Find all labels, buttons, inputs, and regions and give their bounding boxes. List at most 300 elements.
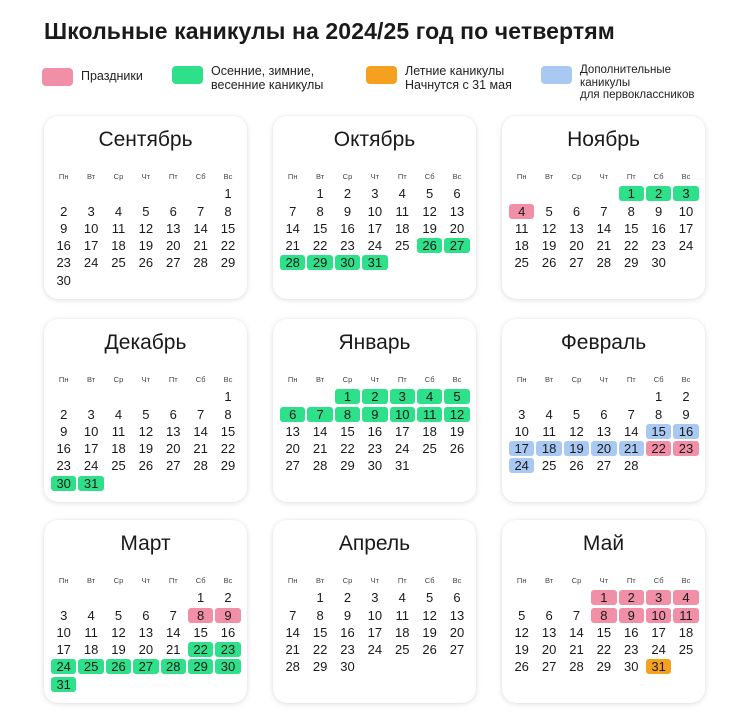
day-cell: 26 bbox=[514, 659, 529, 675]
day-cell: 6 bbox=[142, 607, 150, 623]
month-title: Апрель bbox=[338, 532, 411, 555]
day-cell: 25 bbox=[395, 238, 410, 254]
empty-cell bbox=[77, 185, 104, 202]
day-cell: 27 bbox=[596, 458, 612, 474]
day-cell: 5 bbox=[518, 607, 526, 623]
day-cell: 16 bbox=[340, 624, 355, 640]
day-cell: 1 bbox=[224, 389, 232, 405]
day-cell: 2 bbox=[60, 406, 68, 422]
day-cell: 23 bbox=[56, 458, 71, 474]
day-cell: 28 bbox=[285, 659, 300, 675]
weekday-label: Пт bbox=[626, 375, 636, 384]
day-cell: 2 bbox=[343, 590, 352, 606]
day-cell: 28 bbox=[193, 458, 208, 474]
day-cell: 12 bbox=[514, 624, 529, 640]
empty-cell bbox=[132, 589, 159, 606]
weekday-label: Вт bbox=[86, 172, 96, 181]
day-cell-green: 30 bbox=[335, 255, 360, 270]
month-title: Октябрь bbox=[333, 128, 416, 151]
day-cell: 29 bbox=[220, 255, 236, 271]
day-cell: 12 bbox=[569, 423, 584, 439]
day-cell: 5 bbox=[572, 406, 581, 422]
day-cell: 30 bbox=[56, 272, 71, 288]
day-cell: 22 bbox=[220, 238, 236, 254]
weekday-label: Вс bbox=[452, 172, 462, 181]
day-cell: 12 bbox=[138, 220, 154, 236]
day-cell-blue: 20 bbox=[591, 441, 616, 456]
day-cell-pink: 22 bbox=[646, 441, 671, 456]
day-cell: 6 bbox=[169, 203, 177, 219]
day-cell: 25 bbox=[111, 255, 126, 271]
day-cell: 29 bbox=[312, 659, 328, 675]
day-cell: 19 bbox=[541, 238, 557, 254]
day-cell-green: 22 bbox=[188, 642, 213, 657]
day-cell-pink: 9 bbox=[619, 608, 644, 623]
day-cell: 12 bbox=[541, 220, 557, 236]
day-cell: 2 bbox=[60, 203, 68, 219]
day-cell: 25 bbox=[395, 642, 410, 658]
legend-extra-line1: Дополнительные bbox=[580, 64, 672, 76]
empty-cell bbox=[50, 388, 77, 405]
day-cell-green: 5 bbox=[444, 389, 469, 404]
day-cell: 23 bbox=[624, 642, 639, 658]
weekday-label: Пн bbox=[516, 375, 527, 384]
day-cell: 18 bbox=[83, 642, 99, 658]
day-cell: 17 bbox=[395, 423, 410, 439]
day-cell: 19 bbox=[422, 220, 437, 236]
day-cell: 8 bbox=[316, 607, 324, 623]
month-card-november bbox=[502, 116, 705, 299]
month-card-march bbox=[44, 520, 247, 703]
day-cell: 10 bbox=[83, 220, 99, 236]
day-cell: 26 bbox=[422, 642, 437, 658]
day-cell: 27 bbox=[541, 659, 557, 675]
weekday-label: Сб bbox=[195, 375, 206, 384]
day-cell-green: 31 bbox=[51, 677, 76, 692]
empty-cell bbox=[105, 589, 132, 606]
weekday-label: Чт bbox=[370, 172, 380, 181]
month-card-february bbox=[502, 319, 705, 502]
legend-extra-line3: для первоклассников bbox=[580, 89, 695, 101]
day-cell: 28 bbox=[624, 458, 639, 474]
day-cell-blue: 18 bbox=[536, 441, 561, 456]
day-cell-blue: 17 bbox=[509, 441, 534, 456]
day-cell: 14 bbox=[285, 624, 300, 640]
day-cell: 25 bbox=[541, 458, 557, 474]
day-cell-orange: 31 bbox=[646, 659, 671, 674]
day-cell-green: 24 bbox=[51, 659, 76, 674]
weekday-label: Вс bbox=[223, 576, 233, 585]
day-cell: 24 bbox=[367, 238, 383, 254]
day-cell: 6 bbox=[453, 186, 461, 202]
day-cell: 3 bbox=[518, 406, 526, 422]
weekday-label: Сб bbox=[195, 576, 206, 585]
day-cell-pink: 1 bbox=[591, 590, 616, 605]
empty-cell bbox=[306, 388, 333, 405]
day-cell: 13 bbox=[285, 423, 300, 439]
calendar-grid bbox=[279, 168, 469, 272]
calendar-grid bbox=[279, 572, 469, 676]
day-cell: 3 bbox=[371, 590, 379, 606]
day-cell-pink: 9 bbox=[215, 608, 240, 623]
day-cell: 7 bbox=[627, 406, 635, 422]
weekday-label: Ср bbox=[342, 172, 353, 181]
day-cell-green: 28 bbox=[161, 659, 186, 674]
day-cell: 4 bbox=[545, 406, 553, 422]
empty-cell bbox=[535, 388, 562, 405]
weekday-label: Сб bbox=[653, 576, 664, 585]
day-cell: 17 bbox=[678, 220, 694, 236]
weekday-label: Пн bbox=[58, 172, 69, 181]
day-cell: 23 bbox=[56, 255, 71, 271]
weekday-label: Пт bbox=[168, 172, 178, 181]
day-cell: 9 bbox=[343, 607, 352, 623]
legend-seasonal-line1: Осенние, зимние, bbox=[211, 64, 315, 78]
day-cell: 18 bbox=[678, 624, 694, 640]
empty-cell bbox=[279, 185, 306, 202]
day-cell: 6 bbox=[169, 406, 177, 422]
month-card-december bbox=[44, 319, 247, 502]
day-cell-blue: 15 bbox=[646, 424, 671, 439]
day-cell-green: 8 bbox=[335, 407, 360, 422]
empty-cell bbox=[563, 589, 590, 606]
day-cell: 13 bbox=[449, 607, 465, 623]
empty-cell bbox=[105, 185, 132, 202]
day-cell-pink: 4 bbox=[509, 204, 534, 219]
day-cell: 24 bbox=[367, 642, 383, 658]
day-cell: 4 bbox=[398, 590, 406, 606]
day-cell: 11 bbox=[542, 423, 556, 439]
day-cell: 10 bbox=[83, 423, 99, 439]
empty-cell bbox=[535, 589, 562, 606]
empty-cell bbox=[50, 185, 77, 202]
day-cell-green: 9 bbox=[362, 407, 387, 422]
calendar-grid bbox=[50, 371, 240, 492]
day-cell: 18 bbox=[395, 220, 410, 236]
day-cell: 22 bbox=[596, 642, 612, 658]
day-cell: 15 bbox=[596, 624, 612, 640]
day-cell: 20 bbox=[138, 642, 154, 658]
day-cell: 16 bbox=[340, 220, 355, 236]
day-cell: 30 bbox=[340, 659, 355, 675]
weekday-label: Ср bbox=[571, 375, 582, 384]
day-cell: 3 bbox=[87, 406, 95, 422]
day-cell: 29 bbox=[340, 458, 355, 474]
day-cell: 8 bbox=[316, 203, 324, 219]
month-card-april bbox=[273, 520, 476, 703]
weekday-label: Пт bbox=[397, 576, 407, 585]
day-cell: 29 bbox=[624, 255, 639, 271]
day-cell-green: 28 bbox=[280, 255, 305, 270]
month-title: Март bbox=[120, 532, 171, 555]
calendar-grid bbox=[508, 168, 698, 272]
day-cell: 3 bbox=[87, 203, 95, 219]
weekday-label: Чт bbox=[141, 375, 151, 384]
day-cell: 14 bbox=[285, 220, 300, 236]
day-cell: 18 bbox=[111, 238, 126, 254]
weekday-label: Пн bbox=[287, 172, 298, 181]
weekday-label: Вс bbox=[681, 576, 691, 585]
day-cell: 21 bbox=[312, 441, 328, 457]
day-cell: 13 bbox=[166, 423, 181, 439]
day-cell-pink: 23 bbox=[673, 441, 698, 456]
day-cell: 5 bbox=[426, 590, 434, 606]
day-cell: 10 bbox=[367, 203, 383, 219]
day-cell: 6 bbox=[572, 203, 581, 219]
weekday-label: Чт bbox=[599, 375, 609, 384]
empty-cell bbox=[508, 185, 535, 202]
day-cell-green: 7 bbox=[307, 407, 332, 422]
day-cell: 10 bbox=[367, 607, 383, 623]
orange-swatch bbox=[366, 66, 397, 84]
day-cell: 20 bbox=[449, 220, 465, 236]
day-cell-blue: 19 bbox=[564, 441, 589, 456]
day-cell: 6 bbox=[545, 607, 553, 623]
legend-summer-line1: Летние каникулы bbox=[405, 64, 505, 78]
empty-cell bbox=[132, 388, 159, 405]
day-cell: 18 bbox=[395, 624, 410, 640]
calendar-grid bbox=[279, 371, 469, 475]
day-cell: 26 bbox=[569, 458, 584, 474]
day-cell: 9 bbox=[60, 220, 68, 236]
weekday-label: Вс bbox=[681, 375, 691, 384]
day-cell: 25 bbox=[111, 458, 126, 474]
day-cell: 1 bbox=[224, 186, 232, 202]
day-cell-green: 2 bbox=[646, 186, 671, 201]
day-cell: 7 bbox=[572, 607, 581, 623]
day-cell: 28 bbox=[569, 659, 584, 675]
day-cell: 6 bbox=[453, 590, 461, 606]
day-cell-pink: 3 bbox=[646, 590, 671, 605]
weekday-label: Ср bbox=[113, 172, 124, 181]
month-title: Январь bbox=[338, 331, 411, 354]
day-cell: 1 bbox=[316, 590, 324, 606]
month-title: Сентябрь bbox=[98, 128, 193, 151]
day-cell: 4 bbox=[398, 186, 406, 202]
day-cell-green: 25 bbox=[78, 659, 103, 674]
day-cell: 12 bbox=[138, 423, 154, 439]
day-cell-green: 31 bbox=[362, 255, 387, 270]
day-cell: 1 bbox=[316, 186, 324, 202]
legend-extra-line2: каникулы bbox=[580, 76, 631, 89]
day-cell-green: 3 bbox=[390, 389, 415, 404]
weekday-label: Ср bbox=[113, 576, 124, 585]
day-cell: 19 bbox=[111, 642, 126, 658]
day-cell: 19 bbox=[138, 238, 154, 254]
calendar-grid bbox=[508, 371, 698, 475]
day-cell-green: 12 bbox=[444, 407, 469, 422]
day-cell: 8 bbox=[655, 406, 663, 422]
day-cell: 9 bbox=[343, 203, 352, 219]
empty-cell bbox=[279, 388, 306, 405]
day-cell-pink: 8 bbox=[188, 608, 213, 623]
weekday-label: Ср bbox=[342, 576, 353, 585]
weekday-label: Чт bbox=[370, 375, 380, 384]
day-cell: 17 bbox=[651, 624, 666, 640]
day-cell-green: 27 bbox=[133, 659, 158, 674]
day-cell: 22 bbox=[340, 441, 355, 457]
day-cell: 16 bbox=[624, 624, 639, 640]
day-cell: 24 bbox=[83, 255, 99, 271]
empty-cell bbox=[618, 388, 645, 405]
empty-cell bbox=[160, 589, 187, 606]
weekday-label: Пт bbox=[397, 172, 407, 181]
day-cell: 24 bbox=[651, 642, 666, 658]
day-cell: 5 bbox=[114, 607, 123, 623]
day-cell-green: 10 bbox=[390, 407, 415, 422]
day-cell: 25 bbox=[678, 642, 694, 658]
month-title: Декабрь bbox=[104, 331, 187, 354]
day-cell: 26 bbox=[138, 458, 154, 474]
day-cell: 21 bbox=[569, 642, 584, 658]
day-cell: 17 bbox=[367, 624, 383, 640]
day-cell: 17 bbox=[83, 441, 99, 457]
day-cell: 22 bbox=[312, 238, 328, 254]
day-cell-blue: 21 bbox=[619, 441, 644, 456]
weekday-label: Чт bbox=[141, 576, 151, 585]
empty-cell bbox=[590, 388, 617, 405]
day-cell: 12 bbox=[111, 624, 126, 640]
day-cell-green: 29 bbox=[188, 659, 213, 674]
day-cell: 22 bbox=[624, 238, 639, 254]
weekday-label: Чт bbox=[599, 172, 609, 181]
empty-cell bbox=[508, 589, 535, 606]
day-cell-green: 1 bbox=[335, 389, 360, 404]
day-cell-green: 4 bbox=[417, 389, 442, 404]
day-cell: 4 bbox=[114, 203, 123, 219]
day-cell: 3 bbox=[60, 607, 68, 623]
calendar-grid bbox=[50, 572, 240, 693]
day-cell: 13 bbox=[166, 220, 181, 236]
month-title: Май bbox=[582, 532, 625, 555]
empty-cell bbox=[77, 589, 104, 606]
day-cell: 21 bbox=[193, 238, 208, 254]
month-title: Февраль bbox=[560, 331, 647, 354]
weekday-label: Вт bbox=[315, 375, 325, 384]
day-cell: 26 bbox=[449, 441, 465, 457]
day-cell: 13 bbox=[596, 423, 612, 439]
day-cell: 7 bbox=[289, 607, 297, 623]
weekday-label: Чт bbox=[141, 172, 151, 181]
day-cell: 22 bbox=[220, 441, 236, 457]
day-cell: 28 bbox=[596, 255, 612, 271]
day-cell: 8 bbox=[224, 406, 232, 422]
weekday-label: Вт bbox=[544, 375, 554, 384]
weekday-label: Ср bbox=[113, 375, 124, 384]
day-cell: 20 bbox=[541, 642, 557, 658]
day-cell: 7 bbox=[197, 203, 205, 219]
legend-holidays bbox=[42, 66, 143, 86]
day-cell: 14 bbox=[312, 423, 328, 439]
weekday-label: Вт bbox=[544, 172, 554, 181]
page-title: Школьные каникулы на 2024/25 год по четвертям bbox=[44, 18, 615, 44]
day-cell: 11 bbox=[111, 220, 126, 236]
day-cell: 17 bbox=[83, 238, 99, 254]
empty-cell bbox=[563, 388, 590, 405]
day-cell: 9 bbox=[655, 203, 663, 219]
day-cell: 10 bbox=[678, 203, 694, 219]
day-cell: 12 bbox=[422, 203, 437, 219]
weekday-label: Вт bbox=[86, 576, 96, 585]
day-cell-green: 23 bbox=[215, 642, 240, 657]
day-cell-green: 11 bbox=[417, 407, 442, 422]
day-cell: 5 bbox=[545, 203, 553, 219]
day-cell: 5 bbox=[142, 203, 150, 219]
weekday-label: Вт bbox=[315, 576, 325, 585]
day-cell: 28 bbox=[193, 255, 208, 271]
day-cell-pink: 2 bbox=[619, 590, 644, 605]
weekday-label: Вс bbox=[452, 375, 462, 384]
weekday-label: Пн bbox=[516, 576, 527, 585]
day-cell: 15 bbox=[220, 220, 236, 236]
day-cell: 17 bbox=[367, 220, 383, 236]
day-cell-pink: 8 bbox=[591, 608, 616, 623]
day-cell-green: 26 bbox=[106, 659, 131, 674]
day-cell: 19 bbox=[514, 642, 529, 658]
day-cell: 18 bbox=[422, 423, 437, 439]
day-cell: 13 bbox=[449, 203, 465, 219]
day-cell-pink: 10 bbox=[646, 608, 671, 623]
day-cell: 22 bbox=[312, 642, 328, 658]
day-cell: 14 bbox=[596, 220, 612, 236]
day-cell-green: 26 bbox=[417, 238, 442, 253]
day-cell: 23 bbox=[340, 238, 355, 254]
day-cell: 25 bbox=[422, 441, 437, 457]
weekday-label: Пн bbox=[287, 375, 298, 384]
day-cell: 2 bbox=[343, 186, 352, 202]
day-cell: 9 bbox=[60, 423, 68, 439]
weekday-label: Вс bbox=[223, 375, 233, 384]
day-cell: 5 bbox=[426, 186, 434, 202]
day-cell-green: 29 bbox=[307, 255, 332, 270]
blue-swatch bbox=[541, 66, 572, 84]
day-cell: 15 bbox=[312, 624, 328, 640]
empty-cell bbox=[187, 185, 214, 202]
day-cell: 14 bbox=[624, 423, 639, 439]
day-cell: 30 bbox=[651, 255, 666, 271]
day-cell: 1 bbox=[197, 590, 205, 606]
empty-cell bbox=[187, 388, 214, 405]
month-title: Ноябрь bbox=[567, 128, 640, 151]
empty-cell bbox=[105, 388, 132, 405]
day-cell: 18 bbox=[514, 238, 529, 254]
weekday-label: Сб bbox=[424, 375, 435, 384]
calendar-grid bbox=[508, 572, 698, 676]
day-cell: 7 bbox=[600, 203, 608, 219]
day-cell: 1 bbox=[655, 389, 663, 405]
day-cell-green: 31 bbox=[78, 476, 103, 491]
day-cell-green: 2 bbox=[362, 389, 387, 404]
day-cell: 24 bbox=[395, 441, 410, 457]
day-cell: 27 bbox=[285, 458, 300, 474]
day-cell: 14 bbox=[193, 220, 208, 236]
legend-summer-line2: Начнутся с 31 мая bbox=[405, 78, 512, 92]
empty-cell bbox=[160, 185, 187, 202]
weekday-label: Пн bbox=[58, 576, 69, 585]
month-card-january bbox=[273, 319, 476, 502]
empty-cell bbox=[590, 185, 617, 202]
weekday-label: Пт bbox=[168, 576, 178, 585]
day-cell: 16 bbox=[56, 441, 71, 457]
day-cell: 8 bbox=[627, 203, 635, 219]
day-cell: 16 bbox=[220, 624, 236, 640]
day-cell: 23 bbox=[340, 642, 355, 658]
day-cell: 20 bbox=[285, 441, 300, 457]
green-swatch bbox=[172, 66, 203, 84]
empty-cell bbox=[535, 185, 562, 202]
day-cell: 19 bbox=[138, 441, 154, 457]
day-cell: 25 bbox=[514, 255, 529, 271]
